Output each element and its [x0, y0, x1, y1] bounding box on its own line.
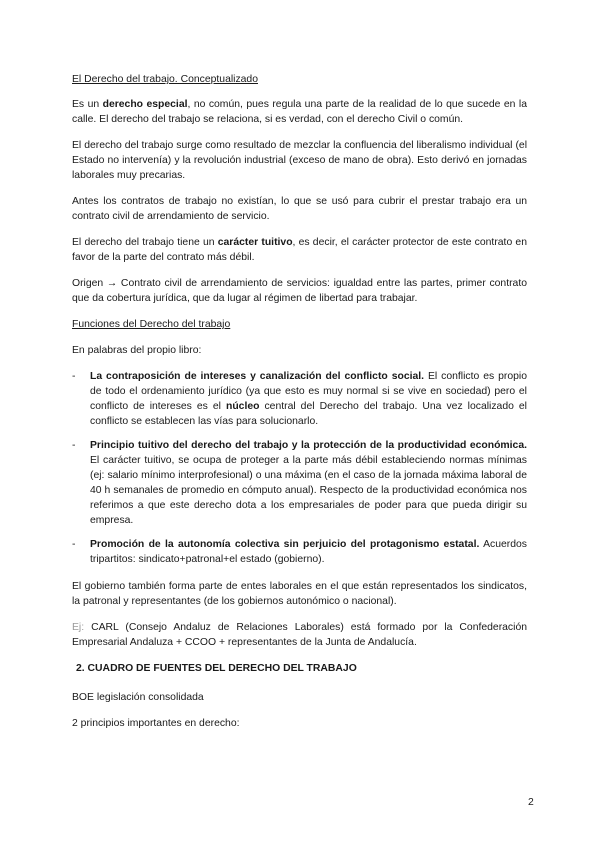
bullet-text: [90, 537, 527, 567]
text: El derecho del trabajo tiene un: [72, 237, 218, 248]
bullet-text: [90, 369, 527, 429]
heading-funciones: Funciones del Derecho del trabajo: [72, 319, 231, 330]
paragraph-10: 2 principios importantes en derecho:: [72, 718, 240, 729]
text: , no común, pues regula una parte de la realidad de lo que sucede en la calle. El derecho del trabajo se relaciona, si es verdad, con el derecho Civil o común.: [72, 99, 527, 125]
bold-term: núcleo: [225, 401, 260, 412]
text: , es decir, el carácter protector de este contrato en favor de la parte del contrato más débil.: [72, 237, 527, 263]
page-number: 2: [528, 797, 534, 808]
document-page: [72, 72, 527, 742]
bullet-text: [90, 438, 527, 528]
bold-term: derecho especial: [102, 99, 188, 110]
paragraph-2: El derecho del trabajo surge como resultado de mezclar la confluencia del liberalismo individual (el Estado no intervenía) y la revolución industrial (exceso de mano de obra). Esto derivó en jornadas laborales muy precarias.: [72, 140, 527, 181]
bold-term: La contraposición de intereses y canalización del conflicto social.: [90, 371, 425, 382]
bullet-dash: -: [72, 440, 76, 451]
paragraph-9: BOE legislación consolidada: [72, 692, 204, 703]
bold-term: Principio tuitivo del derecho del trabajo y la protección de la productividad económica.: [90, 440, 527, 451]
bullet-item: [72, 438, 527, 528]
text: CARL (Consejo Andaluz de Relaciones Laborales) está formado por la Confederación Empresarial Andaluza + CCOO + representantes de la Junta de Andalucía.: [72, 622, 527, 648]
heading-conceptualizado: El Derecho del trabajo. Conceptualizado: [72, 74, 258, 85]
paragraph-3: Antes los contratos de trabajo no existían, lo que se usó para cubrir el prestar trabajo era un contrato civil de arrendamiento de servicio.: [72, 196, 527, 222]
paragraph-7: El gobierno también forma parte de entes laborales en el que están representados los sindicatos, la patronal y representantes (de los gobiernos autonómico o nacional).: [72, 581, 527, 607]
paragraph-1: [72, 97, 527, 127]
bullet-item: [72, 369, 527, 429]
bullet-dash: -: [72, 539, 76, 550]
text: Acuerdos tripartitos: sindicato+patronal+el estado (gobierno).: [90, 539, 528, 565]
section-heading: 2. CUADRO DE FUENTES DEL DERECHO DEL TRABAJO: [76, 663, 357, 674]
text: central del Derecho del trabajo. Una vez localizado el conflicto se establecen las vías para solucionarlo.: [90, 401, 527, 427]
paragraph-8: [72, 620, 527, 650]
bullet-item: [72, 537, 527, 567]
paragraph-5: Origen → Contrato civil de arrendamiento de servicios: igualdad entre las partes, primer contrato que da cobertura jurídica, que da lugar al régimen de libertad para trabajar.: [72, 278, 527, 304]
text: El conflicto es propio de todo el ordenamiento jurídico (ya que esto es muy normal si se vive en sociedad) pero el conflicto de intereses es el: [90, 371, 527, 412]
paragraph-6: En palabras del propio libro:: [72, 345, 202, 356]
bullet-dash: -: [72, 371, 76, 382]
text: Es un: [72, 99, 103, 110]
bold-term: Promoción de la autonomía colectiva sin perjuicio del protagonismo estatal.: [90, 539, 480, 550]
paragraph-4: [72, 235, 527, 265]
bold-term: carácter tuitivo: [217, 237, 293, 248]
example-label: Ej:: [72, 622, 85, 633]
text: El carácter tuitivo, se ocupa de proteger a la parte más débil estableciendo normas mínimas (ej: salario mínimo interprofesional) o una máxima (en el caso de la jornada máxima laboral de 40 h semanales de promedio en cómputo anual). Respecto de la productividad económica nos referimos a que este derecho dota a los empresariales de poder para que pueda dirigir su empresa.: [90, 455, 527, 526]
